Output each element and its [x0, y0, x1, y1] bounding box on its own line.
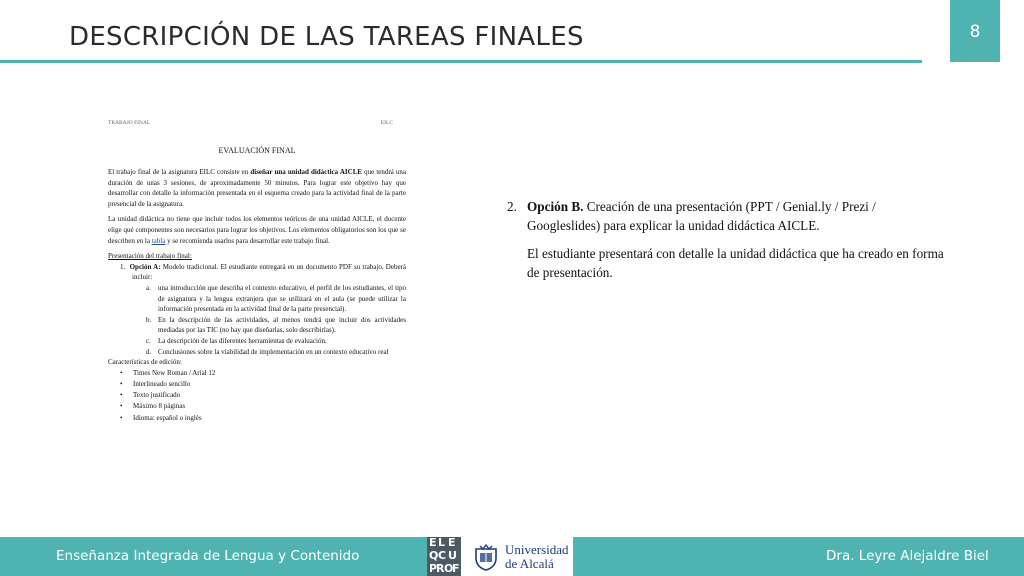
- logo-letter: U: [448, 549, 457, 562]
- subitem-marker: a.: [146, 283, 151, 292]
- paragraph-text: La unidad didáctica no tiene que incluir todos los elementos teóricos de una unidad AICLE, el docente elige qué componentes son necesarios para lograr los objetivos. Los elementos obligatorios son los que se describen en la: [108, 215, 406, 245]
- subitem: [146, 336, 406, 347]
- paragraph-text: El trabajo final de la asignatura EILC consiste en: [108, 168, 251, 176]
- option-b-body: Creación de una presentación (PPT / Genial.ly / Prezi / Googleslides) para explicar la unidad didáctica AICLE.: [527, 199, 876, 233]
- paragraph-bold: diseñar una unidad didáctica AICLE: [250, 168, 363, 176]
- slide-number: 8: [950, 0, 1000, 62]
- bullet-icon: •: [120, 379, 123, 388]
- tabla-link[interactable]: tabla: [151, 236, 166, 245]
- logo-letter: L: [438, 536, 446, 549]
- option-b-content: [527, 197, 947, 291]
- document-header-right: EILC: [380, 120, 393, 126]
- bullet-item: [120, 379, 406, 390]
- university-name-line-1: Universidad: [505, 542, 569, 557]
- logo-letter: F: [452, 562, 460, 575]
- bullet-icon: •: [120, 368, 123, 377]
- subitem-marker: d.: [146, 347, 152, 356]
- option-b-label: Opción B.: [527, 199, 584, 214]
- bullet-icon: •: [120, 413, 123, 422]
- option-b-number: 2.: [507, 199, 517, 214]
- bullet-text: Idioma: español o inglés: [133, 413, 202, 422]
- logo-letter: E: [448, 536, 456, 549]
- university-name-line-2: de Alcalá: [505, 556, 554, 571]
- edition-heading: Características de edición:: [108, 358, 182, 367]
- bullet-item: [120, 368, 406, 379]
- document-paragraph-1: [108, 167, 406, 209]
- author-name: Dra. Leyre Alejaldre Biel: [826, 548, 989, 564]
- logo-letter: R: [436, 562, 445, 575]
- slide-title: DESCRIPCIÓN DE LAS TAREAS FINALES: [69, 22, 584, 52]
- logo-letter: C: [438, 549, 447, 562]
- logo-letter: O: [444, 562, 454, 575]
- subitem: [146, 315, 406, 336]
- option-b-item: [507, 197, 947, 291]
- subitem-text: una introducción que describa el contexto educativo, el perfil de los estudiantes, el tipo de asignatura y la lengua extranjera que se utilizará en el aula (se puede utilizar la información presentada en la actividad final de la parte presencial).: [158, 283, 406, 314]
- subitem-text: La descripción de las diferentes herramientas de evaluación.: [158, 336, 327, 345]
- university-crest-icon: [472, 543, 500, 571]
- option-a-text: Modelo tradicional. El estudiante entregará en un documento PDF su trabajo. Deberá incluir:: [132, 262, 406, 282]
- bullet-text: Interlineado sencillo: [133, 379, 191, 388]
- paragraph-text: que tendrá una duración de unas 3 sesiones, de aproximadamente 50 minutos. Para lograr este objetivo hay que desarrollar con detalle la información presentada en el esquema creado para la actividad final de la parte presencial de la asignatura.: [108, 168, 406, 208]
- document-paragraph-2: [108, 214, 406, 246]
- logo-letter: Q: [429, 549, 439, 562]
- option-b-description: [527, 197, 947, 235]
- eleq-uprof-logo: [427, 537, 461, 576]
- bullet-icon: •: [120, 391, 123, 400]
- subitem-text: En la descripción de las actividades, al menos tendrá que incluir dos actividades mediadas por las TIC (no hay que diseñarlas, solo describirlas).: [158, 315, 406, 335]
- option-a-number: 1.: [120, 262, 126, 271]
- bullet-item: [120, 413, 406, 424]
- option-b-text-image: [507, 197, 947, 291]
- document-image: [108, 120, 406, 424]
- paragraph-text: y se recomienda usarlos para desarrollar este trabajo final.: [165, 236, 330, 245]
- subitem-marker: c.: [146, 336, 151, 345]
- option-b-paragraph: El estudiante presentará con detalle la unidad didáctica que ha creado en forma de presentación.: [527, 246, 944, 280]
- document-header: [108, 120, 406, 126]
- bullet-text: Máximo 8 páginas: [133, 402, 186, 411]
- document-header-left: TRABAJO FINAL: [108, 120, 151, 126]
- bullet-item: [120, 401, 406, 412]
- logo-letter: E: [429, 536, 437, 549]
- subitem: [146, 283, 406, 315]
- option-a-label: Opción A:: [129, 262, 161, 271]
- logo-letter: P: [429, 562, 438, 575]
- subitem-text: Conclusiones sobre la viabilidad de implementación en un contexto educativo real: [158, 347, 389, 356]
- university-logo-text: [505, 543, 569, 571]
- subitem: [146, 347, 406, 358]
- title-underline: [0, 60, 922, 63]
- bullet-item: [120, 390, 406, 401]
- bullet-text: Texto justificado: [133, 391, 181, 400]
- subitem-marker: b.: [146, 315, 152, 324]
- bullet-icon: •: [120, 402, 123, 411]
- presentation-heading: Presentación del trabajo final:: [108, 252, 192, 261]
- document-title: EVALUACIÓN FINAL: [218, 146, 296, 155]
- course-name: Enseñanza Integrada de Lengua y Contenido: [56, 548, 360, 564]
- bullet-text: Times New Roman / Arial 12: [133, 368, 216, 377]
- option-a: [108, 262, 406, 283]
